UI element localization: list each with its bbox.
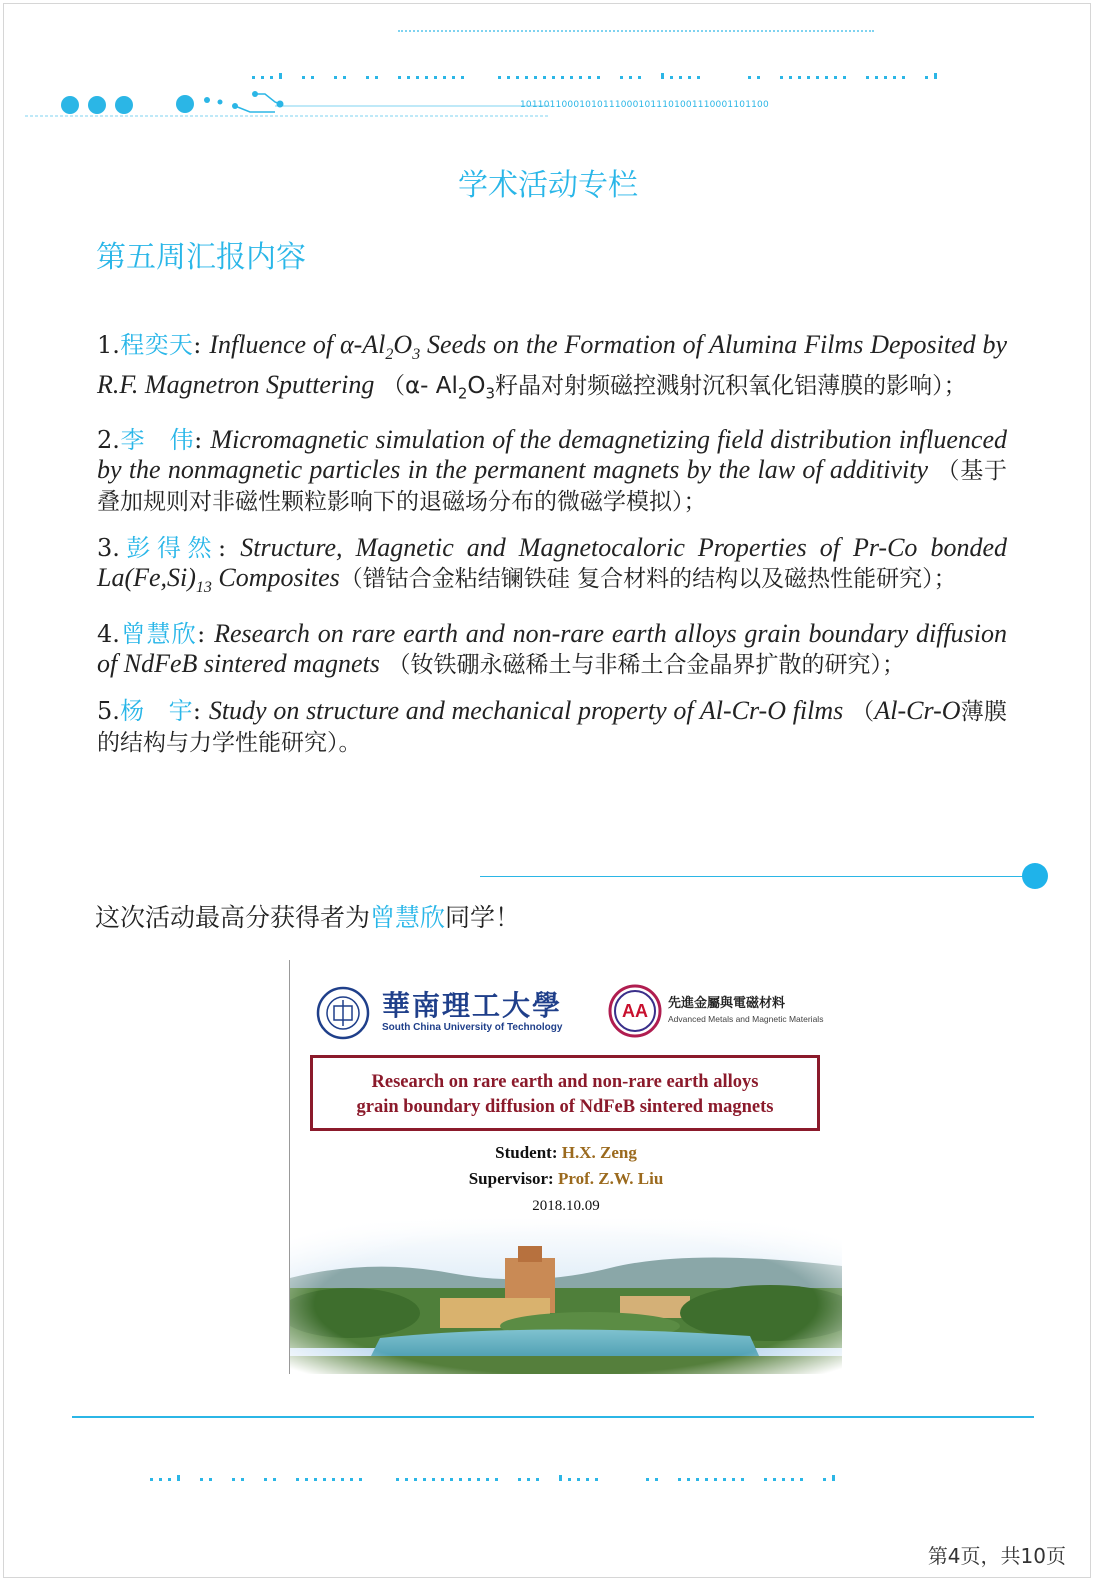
chinese-title: （基于叠加规则对非磁性颗粒影响下的退磁场分布的微磁学模拟）； [97,457,1007,515]
section-title: 学术活动专栏 [458,168,638,203]
slide-title-box: Research on rare earth and non-rare earth alloys grain boundary diffusion of NdFeB sintered magnets [310,1055,820,1131]
week-title: 第五周汇报内容 [96,240,306,275]
chinese-title: （Al-Cr-O薄膜的结构与力学性能研究）。 [97,695,1008,756]
header-dot-row [252,60,1042,66]
campus-photo [290,1218,842,1374]
entry-3: 3.彭得然: Structure, Magnetic and Magnetocaloric Properties of Pr-Co bonded $La(Fe,Si)_{13}$ Composites（镨钴合金粘结镧铁硅 复合材料的结构以及磁热性能研究）； [97,532,1007,596]
footer-dot-row [150,1462,940,1468]
presenter-name: 李 伟 [119,425,195,454]
entry-5: 5.杨 宇: Study on structure and mechanical property of Al-Cr-O films （Al-Cr-O薄膜的结构与力学性能研究）。 [97,695,1008,756]
slide-supervisor: Supervisor: Prof. Z.W. Liu [468,1169,664,1188]
lab-name-cn: 先進金屬與電磁材料 [668,996,786,1011]
english-title: Influence of $\alpha-Al_2O_3$ Seeds on the Formation of Alumina Films Deposited by R.F. Magnetron Sputtering [97,330,1007,400]
presenter-name: 程奕天 [119,331,194,359]
winner-line: 这次活动最高分获得者为曾慧欣同学！ [95,903,521,932]
chinese-title: （α- $Al_2O_3$籽晶对射频磁控溅射沉积氧化铝薄膜的影响）； [381,373,967,403]
entry-4: 4.曾慧欣: Research on rare earth and non-rare earth alloys grain boundary diffusion of NdFeB sintered magnets （钕铁硼永磁稀土与非稀土合金晶界扩散的研究）； [97,618,1008,678]
header-dashed-line [398,30,874,32]
circuit-graphic [25,88,555,122]
chinese-title: （钕铁硼永磁稀土与非稀土合金晶界扩散的研究）； [387,651,905,678]
lab-name-en: Advanced Metals and Magnetic Materials [668,1014,824,1024]
winner-name: 曾慧欣 [370,903,446,932]
english-title: Study on structure and mechanical property of Al-Cr-O films [208,695,844,725]
presenter-name: 曾慧欣 [119,619,198,648]
divider-line [480,876,1025,877]
entry-2: 2.李 伟: Micromagnetic simulation of the demagnetizing field distribution influenced by the nonmagnetic particles in the permanent magnets by the law of additivity （基于叠加规则对非磁性颗粒影响下的退磁场分布的微磁学模拟）； [97,424,1007,515]
presenter-name: 彭得然 [119,533,218,562]
lab-logo-icon [608,984,662,1038]
english-title: Structure, Magnetic and Magnetocaloric Properties of Pr-Co bonded $La(Fe,Si)_{13}$ Composites [97,532,1007,596]
report-entries [97,330,1007,774]
entry-1: 1.程奕天: Influence of $\alpha-Al_2O_3$ Seeds on the Formation of Alumina Films Deposited by R.F. Magnetron Sputtering （α- $Al_2O_3$籽晶对射频磁控溅射沉积氧化铝薄膜的影响）； [97,330,1007,403]
university-seal-icon [316,986,370,1040]
english-title: Research on rare earth and non-rare earth alloys grain boundary diffusion of NdFeB sintered magnets [97,618,1008,678]
footer-line [72,1416,1034,1418]
slide-student: Student: H.X. Zeng [495,1143,637,1162]
university-name-cn: 華南理工大學 [382,989,563,1022]
presentation-slide-image [289,960,841,1374]
presenter-name: 杨 宇 [119,696,193,725]
university-name-en: South China University of Technology [382,1022,563,1033]
divider-dot [1022,863,1048,889]
slide-date: 2018.10.09 [532,1198,600,1214]
chinese-title: （镨钴合金粘结镧铁硅 复合材料的结构以及磁热性能研究）； [339,565,957,592]
binary-text: 101101100010101110001011101001110001101100 [520,100,769,110]
english-title: Micromagnetic simulation of the demagnetizing field distribution influenced by the nonmagnetic particles in the permanent magnets by the law of additivity [97,424,1007,484]
page-number: 第4页，共10页 [927,1544,1066,1568]
svg-text:AA: AA [622,1001,648,1021]
